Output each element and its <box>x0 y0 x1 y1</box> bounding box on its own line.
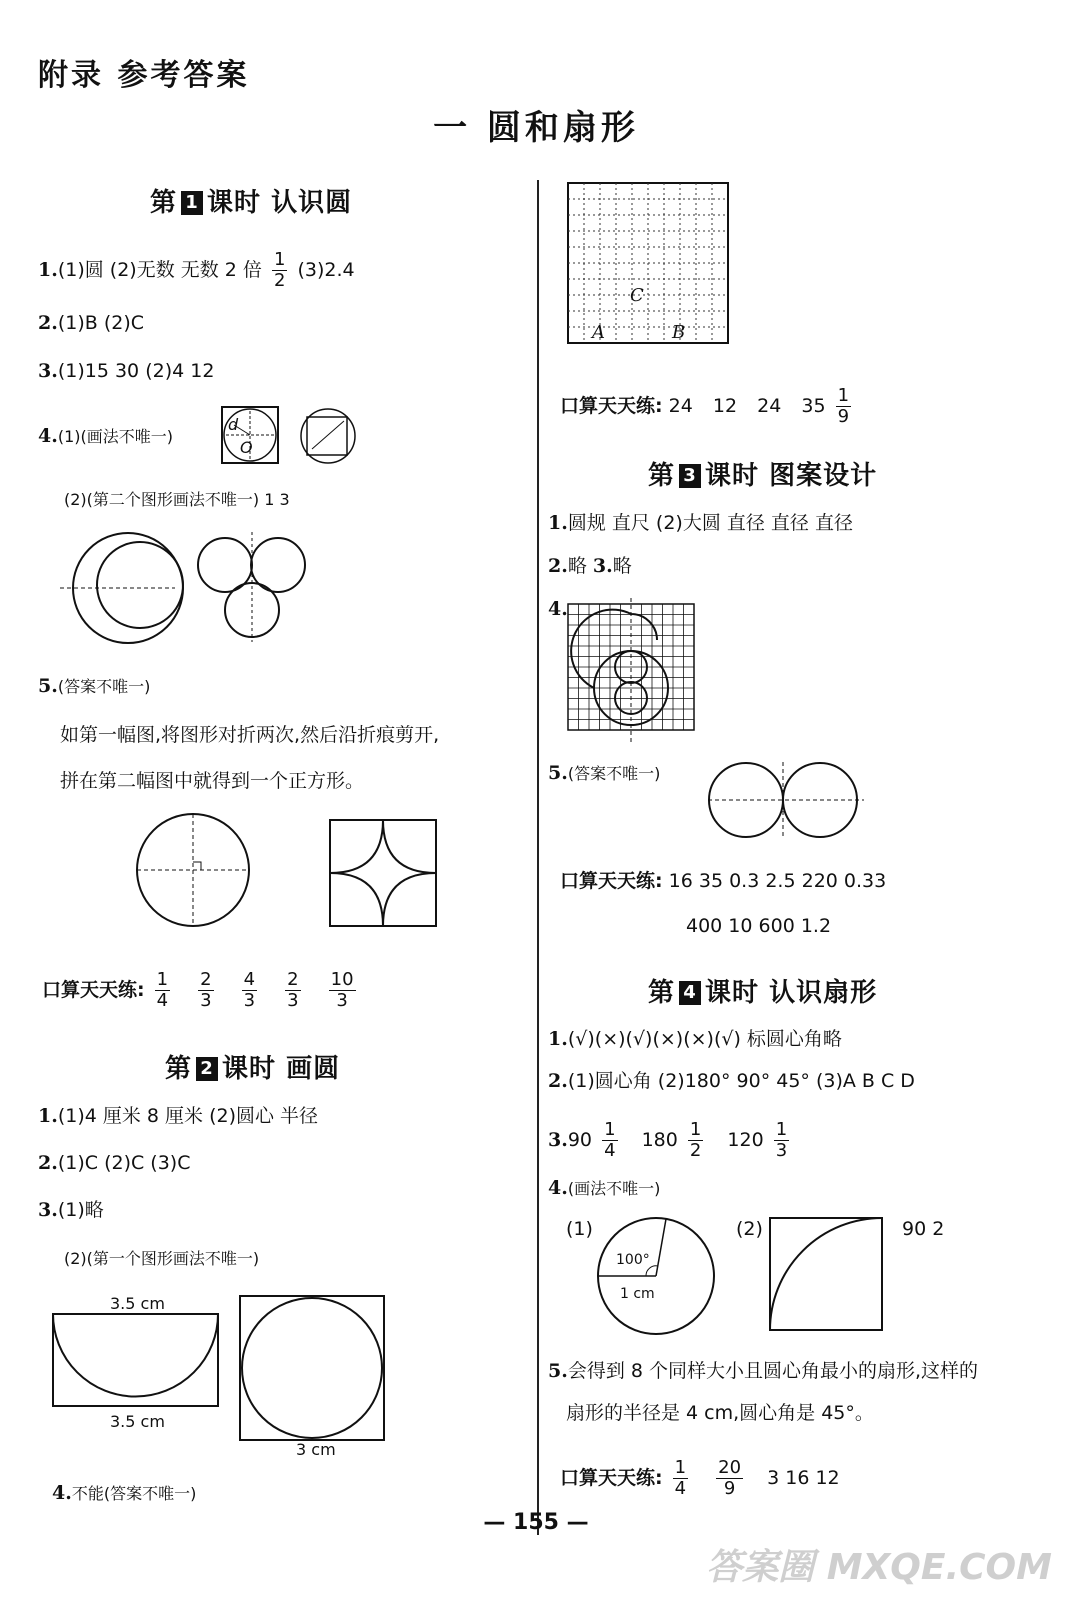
grid-label-b: B <box>672 322 686 343</box>
two-circles <box>706 760 866 840</box>
label-top: 3.5 cm <box>110 1294 165 1313</box>
fraction: $\frac{1}{2}$ <box>273 249 286 291</box>
l3-q5: 5.(答案不唯一) <box>548 762 661 784</box>
l4-q4: 4.(画法不唯一) <box>548 1177 661 1199</box>
grid-label-c: C <box>630 285 644 306</box>
grid-label-a: A <box>592 322 605 343</box>
l4-q2: 2.(1)圆心角 (2)180° 90° 45° (3)A B C D <box>548 1070 915 1092</box>
lesson3-heading: 第 3 课时 图案设计 <box>648 461 878 491</box>
l4-q4-p2: (2) <box>736 1218 763 1240</box>
rect-square-figures <box>50 1290 400 1450</box>
l3-oral-line2: 400 10 600 1.2 <box>686 915 832 937</box>
watermark: 答案圈 MXQE.COM <box>706 1547 1052 1588</box>
l4-q5: 5.会得到 8 个同样大小且圆心角最小的扇形,这样的 <box>548 1360 979 1382</box>
l4-q5-line2: 扇形的半径是 4 cm,圆心角是 45°。 <box>566 1402 874 1424</box>
l2-q4: 4.不能(答案不唯一) <box>52 1482 197 1504</box>
l1-q5-line2: 拼在第二幅图中就得到一个正方形。 <box>60 770 365 792</box>
lesson4-heading: 第 4 课时 认识扇形 <box>648 978 878 1008</box>
l2-q1: 1.(1)4 厘米 8 厘米 (2)圆心 半径 <box>38 1105 319 1127</box>
rt-oral: 口算天天练: 24 12 24 35 $\frac{1}{9}$ <box>560 385 850 427</box>
pattern-grid <box>566 598 698 746</box>
angle-label: 100° <box>616 1252 650 1268</box>
radius-label: 1 cm <box>620 1286 655 1302</box>
l1-q2: 2.(1)B (2)C <box>38 312 145 334</box>
l3-q2: 2.略 3.略 <box>548 555 632 577</box>
l4-oral: 口算天天练: $\frac{1}{4}$ $\frac{20}{9}$ 3 16 12 <box>560 1457 840 1499</box>
circle-figures <box>55 530 315 645</box>
l1-q4: 4.(1)(画法不唯一) <box>38 425 173 447</box>
label-bottom: 3.5 cm <box>110 1412 165 1431</box>
l4-q1: 1.(√)(×)(√)(×)(×)(√) 标圆心角略 <box>548 1028 842 1050</box>
l1-q5-line1: 如第一幅图,将图形对折两次,然后沿折痕剪开, <box>60 724 440 746</box>
l2-q3: 3.(1)略 <box>38 1199 104 1221</box>
lesson2-heading: 第 2 课时 画圆 <box>165 1054 341 1084</box>
l4-q4-p1: (1) <box>566 1218 593 1240</box>
label-square: 3 cm <box>296 1440 336 1459</box>
sector-figures <box>596 1214 886 1338</box>
column-divider <box>537 180 539 1535</box>
l1-q5: 5.(答案不唯一) <box>38 675 151 697</box>
l1-q4-sub2: (2)(第二个图形画法不唯一) 1 3 <box>64 490 290 509</box>
label-d: d <box>228 415 239 434</box>
appendix-title: 附录 参考答案 <box>38 58 250 93</box>
l1-q3: 3.(1)15 30 (2)4 12 <box>38 360 215 382</box>
l4-q3: 3.90 $\frac{1}{4}$ 180 $\frac{1}{2}$ 120 $\frac{1}{3}$ <box>548 1119 788 1161</box>
l3-oral: 口算天天练: 16 35 0.3 2.5 220 0.33 <box>560 870 887 892</box>
l3-q1: 1.圆规 直尺 (2)大圆 直径 直径 直径 <box>548 512 853 534</box>
lesson1-heading: 第 1 课时 认识圆 <box>150 188 353 218</box>
l1-q1: 1.(1)圆 (2)无数 无数 2 倍 $\frac{1}{2}$ (3)2.4 <box>38 249 355 291</box>
l2-q2: 2.(1)C (2)C (3)C <box>38 1152 191 1174</box>
page-number: — 155 — <box>483 1510 589 1535</box>
label-o: O <box>240 438 253 457</box>
l2-q3-sub2: (2)(第一个图形画法不唯一) <box>64 1249 260 1268</box>
dotted-grid <box>567 182 729 344</box>
l3-q4: 4. <box>548 598 568 620</box>
l4-q4-tail: 90 2 <box>902 1218 945 1240</box>
l1-oral: 口算天天练: $\frac{1}{4}$ $\frac{2}{3}$ $\frac{4}{3}$ $\frac{2}{3}$ $\frac{10}{3}$ <box>42 969 354 1011</box>
fold-figures <box>135 812 445 932</box>
chapter-title: 一 圆和扇形 <box>433 108 639 148</box>
